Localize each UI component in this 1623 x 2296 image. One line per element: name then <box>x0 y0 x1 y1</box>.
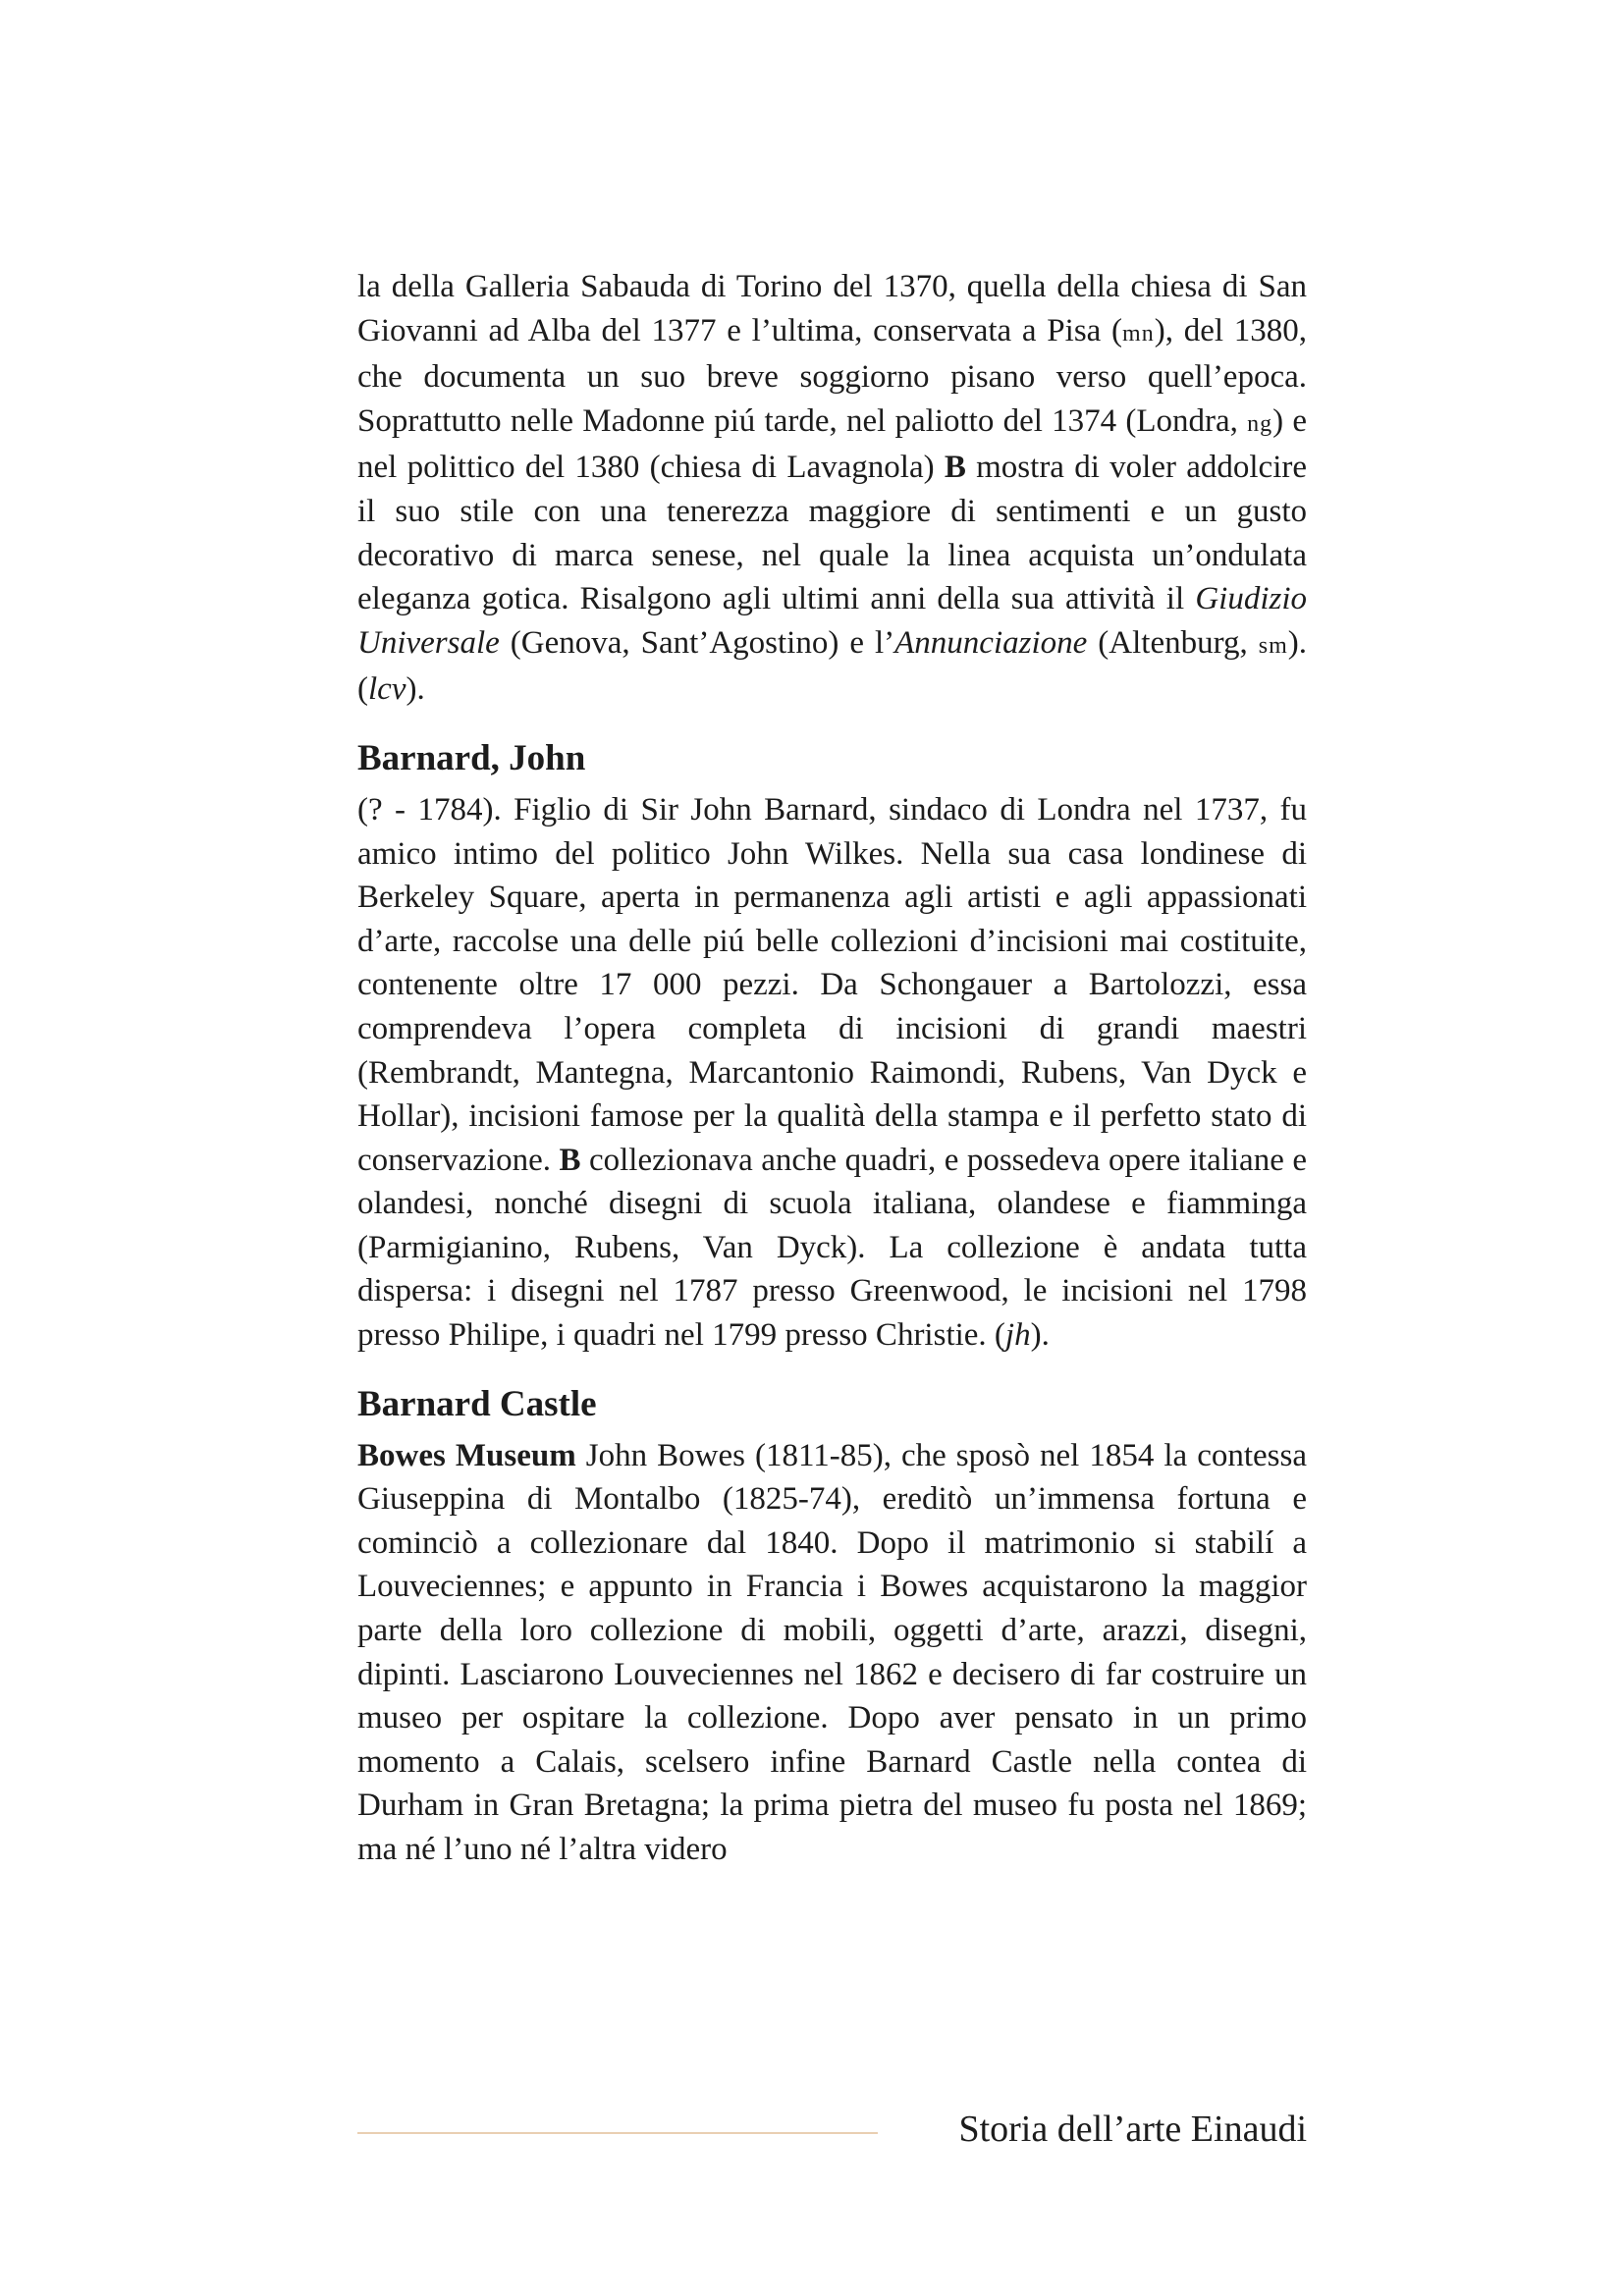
author-initials: lcv <box>368 671 406 708</box>
page-content <box>357 265 1307 1872</box>
entry-barnard-castle-text: Bowes Museum John Bowes (1811-85), che sposò nel 1854 la contessa Giuseppina di Montalbo (1825-74), ereditò un’immensa fortuna e cominciò a collezionare dal 1840. Dopo il matrimonio si stabilí a Louveciennes; e appunto in Francia i Bowes acquistarono la maggior parte della loro collezione di mobili, oggetti d’arte, arazzi, disegni, dipinti. Lasciarono Louveciennes nel 1862 e decisero di far costruire un museo per ospitare la collezione. Dopo aver pensato in un primo momento a Calais, scelsero infine Barnard Castle nella contea di Durham in Gran Bretagna; la prima pietra del museo fu posta nel 1869; ma né l’uno né l’altra videro <box>357 1437 1307 1867</box>
museum-abbrev: ng <box>1247 410 1273 437</box>
artist-initial: B <box>944 450 966 486</box>
artwork-title: Annunciazione <box>894 624 1088 661</box>
artwork-title: Giudizio Universale <box>357 581 1307 661</box>
artist-initial: B <box>559 1142 581 1178</box>
page-footer <box>357 2105 1307 2154</box>
footer-rule <box>357 2132 878 2134</box>
entry-continuation-text: la della Galleria Sabauda di Torino del 1370, quella della chiesa di San Giovanni ad Alba del 1377 e l’ultima, conservata a Pisa (mn), del 1380, che documenta un suo breve soggiorno pisano verso quell’epoca. Soprattutto nelle Madonne piú tarde, nel paliotto del 1374 (Londra, ng) e nel polittico del 1380 (chiesa di Lavagnola) B mostra di voler addolcire il suo stile con una tenerezza maggiore di sentimenti e un gusto decorativo di marca senese, nel quale la linea acquista un’ondulata eleganza gotica. Risalgono agli ultimi anni della sua attività il Giudizio Universale (Genova, Sant’Agostino) e l’Annunciazione (Altenburg, sm). (lcv). <box>357 269 1307 708</box>
entry-heading-barnard-john: Barnard, John <box>357 737 586 778</box>
entry-heading-barnard-castle: Barnard Castle <box>357 1383 597 1424</box>
entry-barnard-john-text: (? - 1784). Figlio di Sir John Barnard, sindaco di Londra nel 1737, fu amico intimo del politico John Wilkes. Nella sua casa londinese di Berkeley Square, aperta in permanenza agli artisti e agli appassionati d’arte, raccolse una delle piú belle collezioni d’incisioni mai costituite, contenente oltre 17 000 pezzi. Da Schongauer a Bartolozzi, essa comprendeva l’opera completa di incisioni di grandi maestri (Rembrandt, Mantegna, Marcantonio Raimondi, Rubens, Van Dyck e Hollar), incisioni famose per la qualità della stampa e il perfetto stato di conservazione. B collezionava anche quadri, e possedeva opere italiane e olandesi, nonché disegni di scuola italiana, olandese e fiamminga (Parmigianino, Rubens, Van Dyck). La collezione è andata tutta dispersa: i disegni nel 1787 presso Greenwood, le incisioni nel 1798 presso Philipe, i quadri nel 1799 presso Christie. (jh). <box>357 791 1307 1354</box>
museum-name: Bowes Museum <box>357 1437 576 1473</box>
museum-abbrev: sm <box>1258 632 1288 659</box>
footer-title: Storia dell’arte Einaudi <box>958 2109 1307 2150</box>
museum-abbrev: mn <box>1122 320 1155 347</box>
author-initials: jh <box>1004 1317 1031 1354</box>
